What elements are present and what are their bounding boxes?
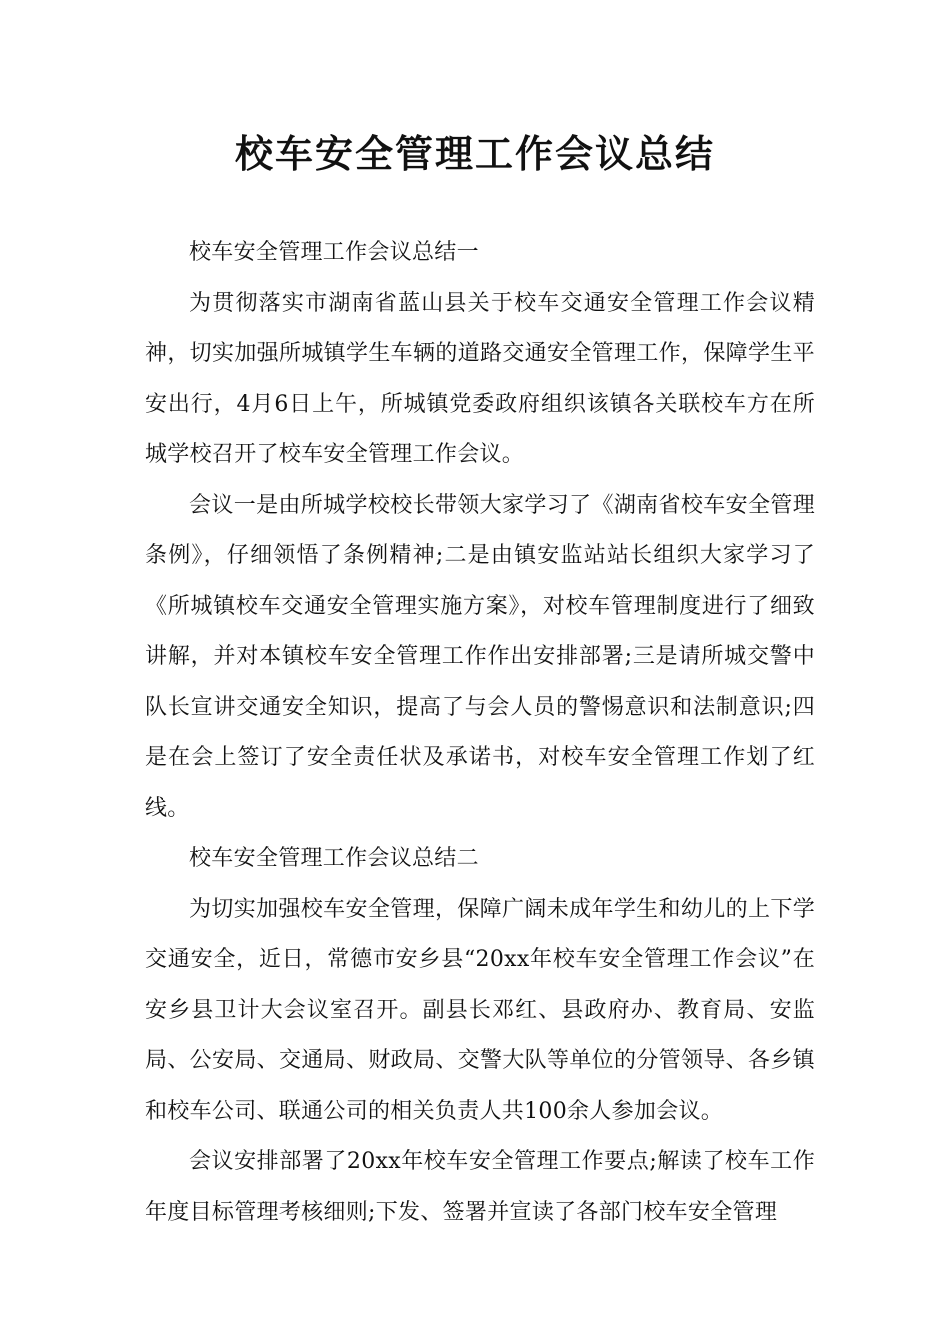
- paragraph-4: 会议安排部署了20xx年校车安全管理工作要点;解读了校车工作年度目标管理考核细则;下发、签署并宣读了各部门校车安全管理: [145, 1149, 815, 1225]
- paragraph-3: 为切实加强校车安全管理，保障广阔未成年学生和幼儿的上下学交通安全，近日，常德市安乡县“20xx年校车安全管理工作会议”在安乡县卫计大会议室召开。副县长邓红、县政府办、教育局、安监局、公安局、交通局、财政局、交警大队等单位的分管领导、各乡镇和校车公司、联通公司的相关负责人共100余人参加会议。: [145, 896, 815, 1124]
- document-body: [145, 228, 815, 1238]
- paragraph-1: 为贯彻落实市湖南省蓝山县关于校车交通安全管理工作会议精神，切实加强所城镇学生车辆的道路交通安全管理工作，保障学生平安出行，4月6日上午，所城镇党委政府组织该镇各关联校车方在所城学校召开了校车安全管理工作会议。: [145, 290, 815, 467]
- section-heading-1: 校车安全管理工作会议总结一: [189, 240, 479, 265]
- section-heading-2: 校车安全管理工作会议总结二: [189, 846, 479, 871]
- paragraph-2: 会议一是由所城学校校长带领大家学习了《湖南省校车安全管理条例》，仔细领悟了条例精神;二是由镇安监站站长组织大家学习了《所城镇校车交通安全管理实施方案》，对校车管理制度进行了细致讲解，并对本镇校车安全管理工作作出安排部署;三是请所城交警中队长宣讲交通安全知识，提高了与会人员的警惕意识和法制意识;四是在会上签订了安全责任状及承诺书，对校车安全管理工作划了红线。: [145, 492, 815, 821]
- document-title: 校车安全管理工作会议总结: [234, 132, 715, 176]
